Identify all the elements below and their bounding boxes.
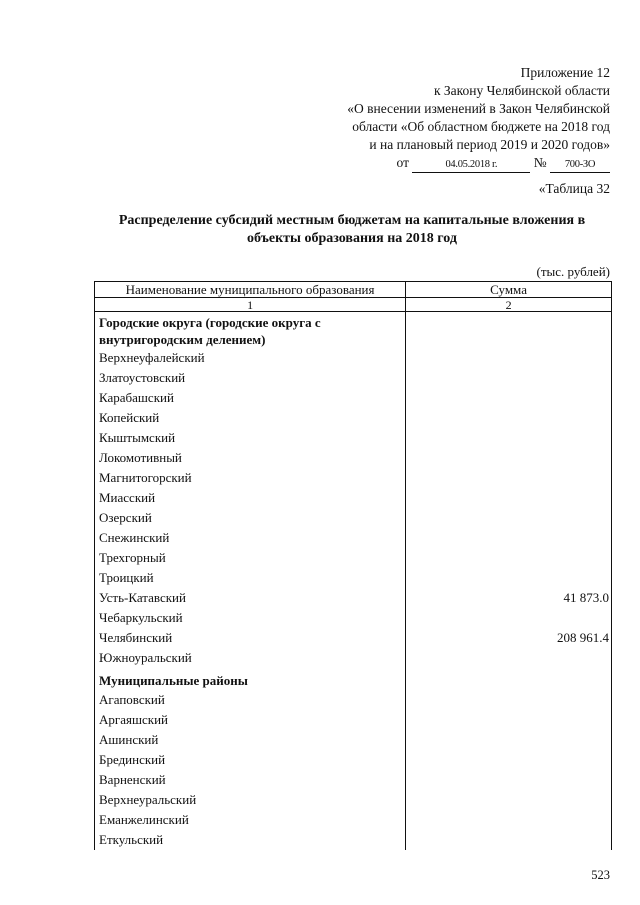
table-row [95, 528, 612, 548]
column-number-row [95, 298, 612, 312]
header-line: «О внесении изменений в Закон Челябинской [347, 101, 610, 116]
subsidy-amount [406, 648, 612, 668]
table-row [95, 608, 612, 628]
subsidy-amount [406, 730, 612, 750]
municipality-name: Копейский [95, 408, 406, 428]
column-header-name: Наименование муниципального образования [95, 282, 406, 298]
municipality-name: Агаповский [95, 690, 406, 710]
subsidy-amount [406, 790, 612, 810]
subsidy-amount [406, 810, 612, 830]
table-row [95, 408, 612, 428]
municipality-name: Карабашский [95, 388, 406, 408]
table-row [95, 690, 612, 710]
table-row [95, 628, 612, 648]
table-row [95, 770, 612, 790]
subsidy-table [94, 281, 612, 850]
table-row [95, 548, 612, 568]
law-number: 700-ЗО [550, 158, 610, 173]
municipality-name: Верхнеуфалейский [95, 348, 406, 368]
municipality-name: Миасский [95, 488, 406, 508]
table-row [95, 568, 612, 588]
header-line: области «Об областном бюджете на 2018 год [352, 119, 610, 134]
table-row [95, 830, 612, 850]
table-row [95, 428, 612, 448]
subsidy-amount: 41 873.0 [406, 588, 612, 608]
table-group-row [95, 668, 612, 690]
appendix-header [280, 64, 610, 173]
header-line: к Закону Челябинской области [433, 83, 610, 98]
municipality-name: Трехгорный [95, 548, 406, 568]
municipality-name: Еткульский [95, 830, 406, 850]
subsidy-amount [406, 488, 612, 508]
table-row [95, 508, 612, 528]
table-row [95, 348, 612, 368]
subsidy-amount [406, 548, 612, 568]
from-label: от [396, 155, 409, 170]
subsidy-amount [406, 368, 612, 388]
municipality-name: Чебаркульский [95, 608, 406, 628]
table-row [95, 750, 612, 770]
subsidy-amount [406, 428, 612, 448]
table-row [95, 448, 612, 468]
table-row [95, 648, 612, 668]
table-row [95, 710, 612, 730]
table-row [95, 368, 612, 388]
subsidy-amount [406, 830, 612, 850]
table-row [95, 790, 612, 810]
column-number: 2 [406, 298, 612, 312]
table-row [95, 588, 612, 608]
municipality-name: Озерский [95, 508, 406, 528]
group-name: Городские округа (городские округа с внутригородским делением) [95, 312, 406, 349]
subsidy-amount [406, 690, 612, 710]
header-line: и на плановый период 2019 и 2020 годов» [369, 137, 610, 152]
subsidy-amount [406, 710, 612, 730]
subsidy-amount [406, 568, 612, 588]
municipality-name: Кыштымский [95, 428, 406, 448]
subsidy-amount [406, 468, 612, 488]
law-date: 04.05.2018 г. [412, 158, 530, 173]
subsidy-amount [406, 448, 612, 468]
number-label: № [533, 155, 547, 170]
table-row [95, 468, 612, 488]
table-row [95, 730, 612, 750]
municipality-name: Верхнеуральский [95, 790, 406, 810]
subsidy-amount [406, 388, 612, 408]
municipality-name: Южноуральский [95, 648, 406, 668]
table-reference: «Таблица 32 [538, 181, 610, 196]
subsidy-amount [406, 348, 612, 368]
municipality-name: Златоустовский [95, 368, 406, 388]
subsidy-amount [406, 608, 612, 628]
subsidy-amount [406, 312, 612, 349]
municipality-name: Брединский [95, 750, 406, 770]
subsidy-amount [406, 668, 612, 690]
subsidy-amount [406, 508, 612, 528]
subsidy-amount [406, 528, 612, 548]
table-row [95, 388, 612, 408]
table-row [95, 810, 612, 830]
table-row [95, 488, 612, 508]
municipality-name: Еманжелинский [95, 810, 406, 830]
column-number: 1 [95, 298, 406, 312]
law-signature-line [280, 154, 610, 173]
subsidy-amount [406, 770, 612, 790]
municipality-name: Локомотивный [95, 448, 406, 468]
group-name: Муниципальные районы [95, 668, 406, 690]
table-header-row [95, 282, 612, 298]
table-body [95, 312, 612, 851]
document-title: Распределение субсидий местным бюджетам на капитальные вложения в объекты образования на 2018 год [118, 213, 586, 246]
table-group-row [95, 312, 612, 349]
subsidy-amount [406, 408, 612, 428]
unit-label: (тыс. рублей) [536, 264, 610, 279]
header-line: Приложение 12 [520, 65, 610, 80]
municipality-name: Челябинский [95, 628, 406, 648]
subsidy-amount [406, 750, 612, 770]
page-number: 523 [591, 868, 610, 882]
column-header-sum: Сумма [406, 282, 612, 298]
municipality-name: Магнитогорский [95, 468, 406, 488]
municipality-name: Ашинский [95, 730, 406, 750]
subsidy-amount: 208 961.4 [406, 628, 612, 648]
municipality-name: Аргаяшский [95, 710, 406, 730]
municipality-name: Усть-Катавский [95, 588, 406, 608]
municipality-name: Варненский [95, 770, 406, 790]
municipality-name: Снежинский [95, 528, 406, 548]
municipality-name: Троицкий [95, 568, 406, 588]
